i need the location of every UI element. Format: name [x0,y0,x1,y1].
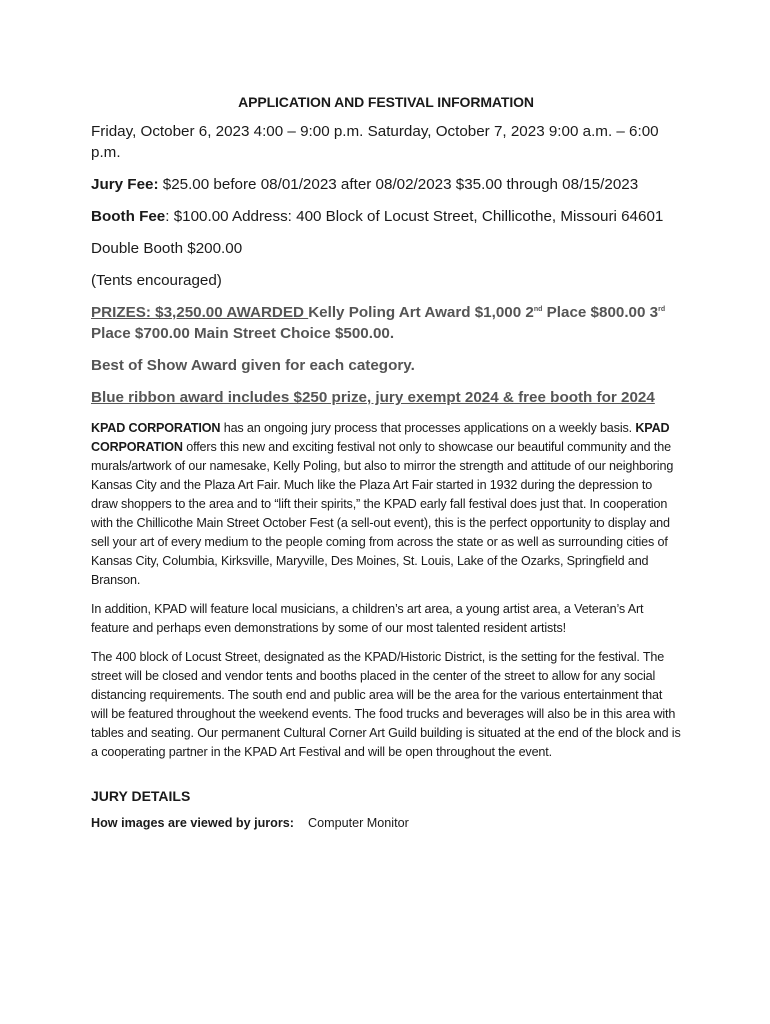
paragraph-about-kpad [91,419,681,590]
booth-fee-value: : $100.00 Address: 400 Block of Locust Street, Chillicothe, Missouri 64601 [165,208,664,225]
jury-fee [91,174,681,195]
booth-fee [91,206,681,227]
prize-kelly: Kelly Poling Art Award $1,000 2 [308,304,534,321]
prize-third: Place $700.00 Main Street Choice $500.00. [91,325,395,342]
best-of-show: Best of Show Award given for each category. [91,357,415,374]
kpad-corp-2: KPAD CORPORATION [91,421,670,454]
prize-nd-suffix: nd [533,305,543,313]
prizes-awarded: PRIZES: $3,250.00 AWARDED [91,304,309,321]
document-body [91,94,681,830]
page-title: APPLICATION AND FESTIVAL INFORMATION [238,94,534,110]
paragraph-features: In addition, KPAD will feature local musicians, a children’s art area, a young artist area, a Veteran’s Art feature and perhaps even demonstrations by some of our most talented resident artists! [91,602,644,635]
booth-fee-label: Booth Fee [91,208,166,225]
jury-viewing-value: Computer Monitor [307,816,409,830]
para1-text-1: has an ongoing jury process that processes applications on a weekly basis. [220,421,636,435]
prize-second: Place $800.00 3 [542,304,659,321]
jury-viewing-label: How images are viewed by jurors: [91,816,294,830]
prizes [91,302,681,344]
jury-fee-value: $25.00 before 08/01/2023 after 08/02/2023 $35.00 through 08/15/2023 [158,176,639,193]
para1-text-2: offers this new and exciting festival not only to showcase our beautiful community and the murals/artwork of our namesake, Kelly Poling, but also to mirror the strength and attitude of our neighboring Kansas City and the Plaza Art Fair. Much like the Plaza Art Fair started in 1932 during the depression to draw shoppers to the area and to “lift their spirits,” the KPAD early fall festival does just that. In cooperation with the Chillicothe Main Street October Fest (a sell-out event), this is the perfect opportunity to display and sell your art of every medium to the people coming from across the state or as well as surrounding cities of Kansas City, Columbia, Kirksville, Maryville, Des Moines, St. Louis, Lake of the Ozarks, Springfield and Branson. [91,440,674,587]
festival-dates: Friday, October 6, 2023 4:00 – 9:00 p.m. Saturday, October 7, 2023 9:00 a.m. – 6:00 p.m. [91,123,659,161]
blue-ribbon-award: Blue ribbon award includes $250 prize, jury exempt 2024 & free booth for 2024 [91,389,655,406]
jury-details-heading: JURY DETAILS [91,788,191,804]
kpad-corp-1: KPAD CORPORATION [91,421,221,435]
jury-viewing-method [91,816,681,830]
tents-note: (Tents encouraged) [91,272,222,289]
double-booth: Double Booth $200.00 [91,240,243,257]
jury-fee-label: Jury Fee: [91,176,159,193]
prize-rd-suffix: rd [658,305,666,313]
paragraph-location: The 400 block of Locust Street, designated as the KPAD/Historic District, is the setting for the festival. The street will be closed and vendor tents and booths placed in the center of the street to allow for any social distancing requirements. The south end and public area will be the area for the various entertainment that will be featured throughout the weekend events. The food trucks and beverages will also be in this area with tables and seating. Our permanent Cultural Corner Art Guild building is situated at the end of the block and is a cooperating partner in the KPAD Art Festival and will be open throughout the event. [91,650,681,759]
